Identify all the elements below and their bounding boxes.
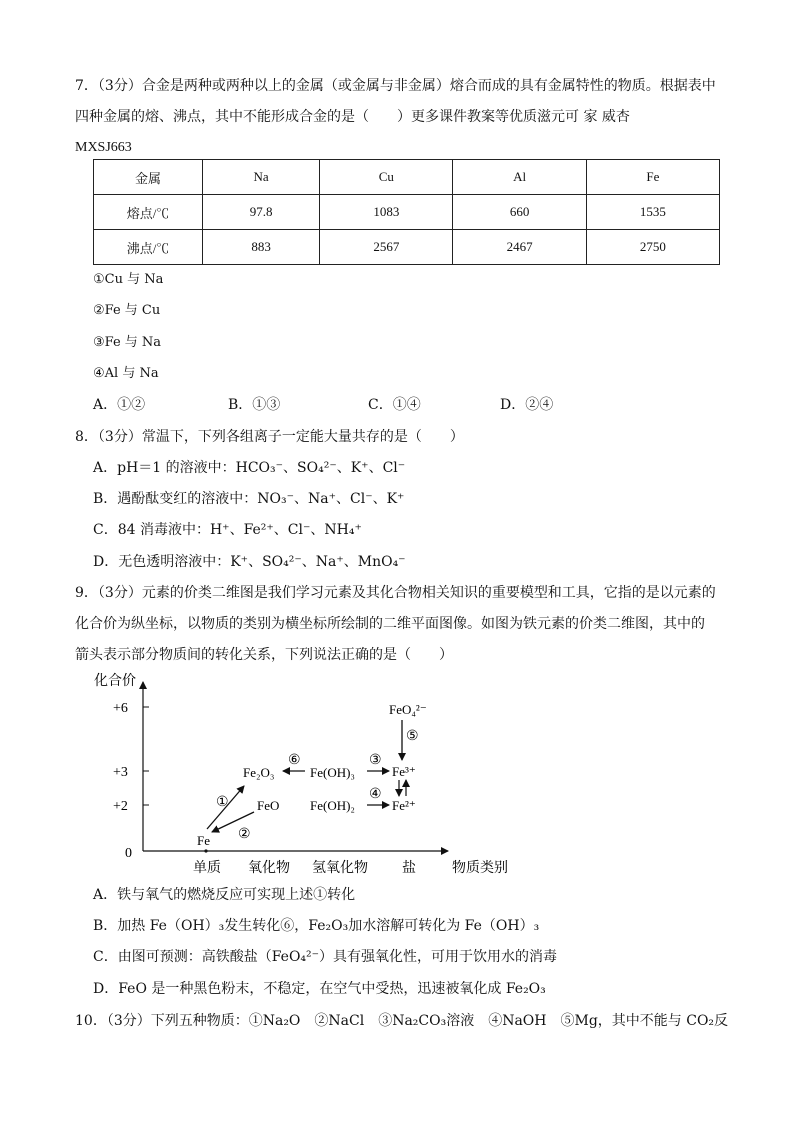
x-tick-label: 盐 [402,861,416,876]
species-fe-oh-3: Fe(OH)₃ [310,765,355,780]
x-tick-label: 单质 [193,861,221,876]
q9-stem-line1: 9．（3分）元素的价类二维图是我们学习元素及其化合物相关知识的重要模型和工具，它指的是以元素的 [75,585,716,601]
table-cell: 97.8 [203,195,320,230]
q8-choice-c[interactable]: C．84 消毒液中：H⁺、Fe²⁺、Cl⁻、NH₄⁺ [93,522,362,538]
iron-valence-diagram [0,665,794,880]
arrow-label: ⑤ [406,729,419,744]
x-tick-label: 氧化物 [248,861,290,876]
table-cell: Fe [586,160,719,195]
table-cell: 1083 [320,195,453,230]
arrow-label: ③ [369,753,382,768]
q8-stem: 8．（3分）常温下，下列各组离子一定能大量共存的是（ ） [75,429,464,445]
table-cell: Na [203,160,320,195]
table-header-row [94,160,720,195]
q9-choice-b[interactable]: B．加热 Fe（OH）₃发生转化⑥，Fe₂O₃加水溶解可转化为 Fe（OH）₃ [93,918,540,934]
q7-item-3: ③Fe 与 Na [93,335,162,350]
table-row [94,230,720,265]
q8-choice-a[interactable]: A．pH＝1 的溶液中：HCO₃⁻、SO₄²⁻、K⁺、Cl⁻ [93,460,406,476]
y-tick-label: +3 [113,765,128,780]
species-fe3-ion: Fe³⁺ [392,764,416,779]
metal-table [93,159,720,265]
species-fe2o3: Fe₂O₃ [243,765,275,780]
species-fe2-ion: Fe²⁺ [392,798,416,813]
table-cell: 2750 [586,230,719,265]
q9-choice-c[interactable]: C．由图可预测：高铁酸盐（FeO₄²⁻）具有强氧化性，可用于饮用水的消毒 [93,949,558,965]
table-cell: Cu [320,160,453,195]
q7-stem-line1: 7．（3分）合金是两种或两种以上的金属（或金属与非金属）熔合而成的具有金属特性的物质。根据表中 [75,78,716,94]
y-axis-title: 化合价 [94,674,136,689]
q9-choice-a[interactable]: A．铁与氧气的燃烧反应可实现上述①转化 [93,887,356,903]
table-cell: 金属 [94,160,203,195]
y-tick-label: +6 [113,701,128,716]
table-cell: 1535 [586,195,719,230]
table-cell: 883 [203,230,320,265]
q7-stem-line3: MXSJ663 [75,140,132,155]
q7-stem-line2: 四种金属的熔、沸点，其中不能形成合金的是（ ）更多课件教案等优质滋元可 家 威杏 [75,109,630,125]
q7-item-4: ④Al 与 Na [93,366,159,381]
table-cell: 2467 [453,230,586,265]
table-cell: Al [453,160,586,195]
q7-choice-d[interactable]: D．②④ [500,397,554,413]
arrow-label: ⑥ [288,753,301,768]
q9-choice-d[interactable]: D．FeO 是一种黑色粉末，不稳定，在空气中受热，迅速被氧化成 Fe₂O₃ [93,981,546,997]
species-fe: Fe [197,833,210,848]
table-row [94,195,720,230]
q8-choice-d[interactable]: D．无色透明溶液中：K⁺、SO₄²⁻、Na⁺、MnO₄⁻ [93,554,406,570]
q7-choice-a[interactable]: A．①② [93,397,146,413]
q10-stem-line1: 10．（3分）下列五种物质：①Na₂O ②NaCl ③Na₂CO₃溶液 ④NaOH ⑤Mg，其中不能与 CO₂反 [75,1013,729,1029]
table-cell: 沸点/℃ [94,230,203,265]
x-axis-title: 物质类别 [452,861,508,876]
species-fe-oh-2: Fe(OH)₂ [310,798,355,813]
x-tick-label: 氢氧化物 [312,861,368,876]
q7-item-1: ①Cu 与 Na [93,272,164,287]
species-feo: FeO [257,798,280,813]
q8-choice-b[interactable]: B．遇酚酞变红的溶液中：NO₃⁻、Na⁺、Cl⁻、K⁺ [93,491,405,507]
y-tick-label: +2 [113,799,128,814]
q9-stem-line2: 化合价为纵坐标，以物质的类别为横坐标所绘制的二维平面图像。如图为铁元素的价类二维图，其中的 [75,616,705,632]
species-feo4-ion: FeO₄²⁻ [389,702,427,717]
q9-stem-line3: 箭头表示部分物质间的转化关系，下列说法正确的是（ ） [75,647,453,663]
q7-choice-c[interactable]: C．①④ [368,397,421,413]
arrow-label: ① [216,795,229,810]
q7-item-2: ②Fe 与 Cu [93,303,161,318]
table-cell: 660 [453,195,586,230]
arrow-label: ④ [369,787,382,802]
y-tick-label: 0 [125,846,132,861]
arrow-label: ② [238,827,251,842]
table-cell: 熔点/℃ [94,195,203,230]
table-cell: 2567 [320,230,453,265]
q7-choice-b[interactable]: B．①③ [228,397,281,413]
